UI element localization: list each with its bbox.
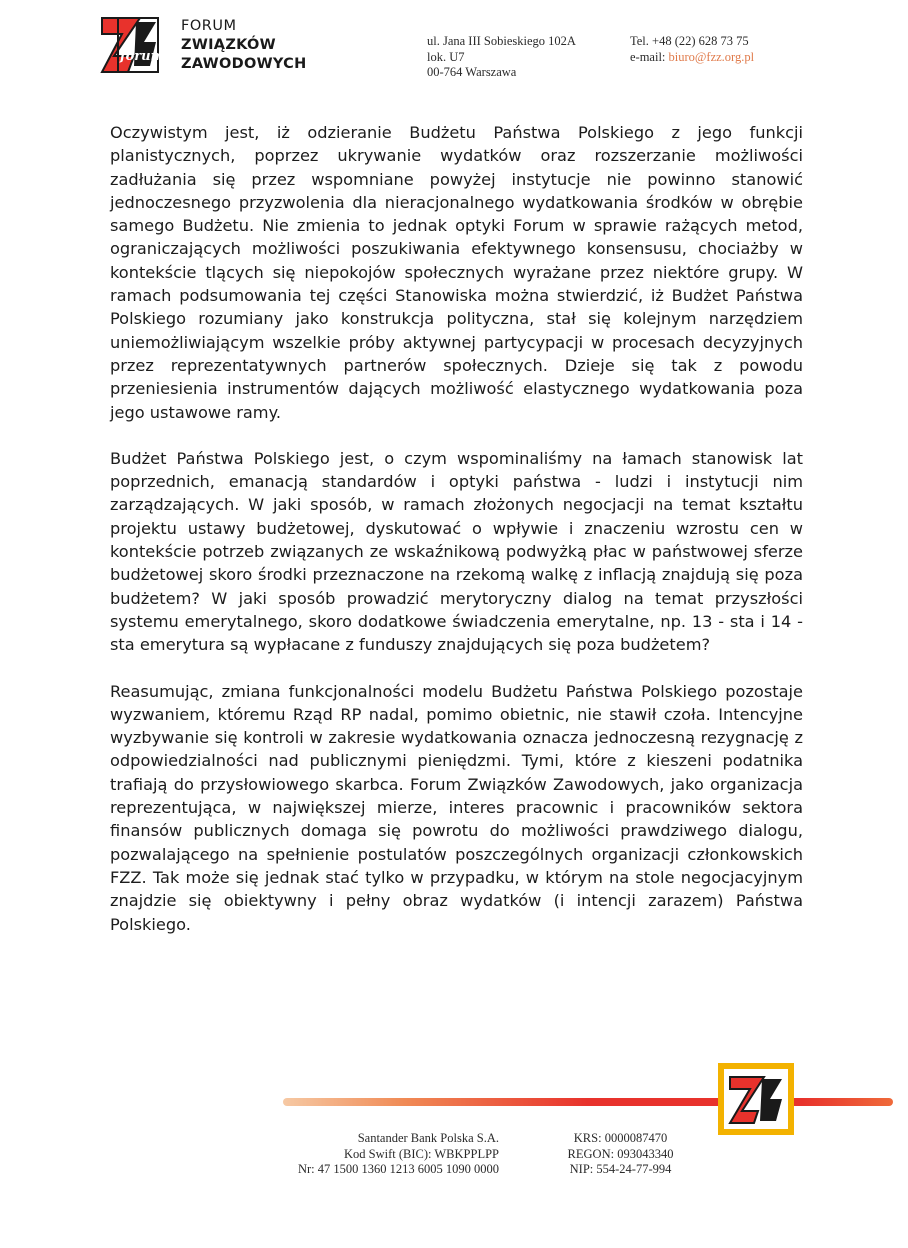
phone-number: Tel. +48 (22) 628 73 75: [630, 34, 749, 48]
bank-account: Nr: 47 1500 1360 1213 6005 1090 0000: [297, 1162, 499, 1176]
paragraph-3: Reasumując, zmiana funkcjonalności modelu Budżetu Państwa Polskiego pozostaje wyzwaniem, któremu Rząd RP nadal, pomimo obietnic, nie stawił czoła. Intencyjne wyzbywanie się kontroli w zakresie wydatkowania oznacza jednoczesną rezygnację z odpowiedzialności nad publicznymi pieniędzmi. Tymi, które z kieszeni podatnika trafiają do przysłowiowego skarbca. Forum Związków Zawodowych, jako organizacja reprezentująca, w największej mierze, interes pracownic i pracowników sektora finansów publicznych domaga się powrotu do możliwości prawdziwego dialogu, pozwalającego na spełnienie postulatów poszczególnych organizacji członkowskich FZZ. Tak może się jednak stać tylko w przypadku, w którym na stole negocjacyjnym znajdzie się obiektywny i pełny obraz wydatków (i intencji zarazem) Państwa Polskiego.: [110, 681, 803, 934]
footer-logo: [724, 1069, 788, 1129]
krs-number: KRS: 0000087470: [573, 1131, 668, 1145]
email-link[interactable]: biuro@fzz.org.pl: [668, 49, 755, 64]
address-city: 00-764 Warszawa: [427, 65, 517, 79]
bank-swift: Kod Swift (BIC): WBKPPLPP: [343, 1146, 499, 1161]
org-name-line-1: FORUM: [181, 18, 237, 34]
paragraph-2: Budżet Państwa Polskiego jest, o czym wspominaliśmy na łamach stanowisk lat poprzednich, emanacją standardów i optyki państwa - ludzi i instytucji nim zarządzających. W jaki sposób, w ramach złożonych negocjacji na temat kształtu projektu ustawy budżetowej, dyskutować o wpływie i znaczeniu wzrostu cen w kontekście potrzeb związanych ze wskaźnikową podwyżką płac w państwowej sferze budżetowej skoro środki przeznaczone na rzekomą walkę z inflacją znajdują się poza budżetem? W jaki sposób prowadzić merytoryczny dialog na temat przyszłości systemu emerytalnego, skoro dodatkowe świadczenia emerytalne, np. 13 - sta i 14 - sta emerytura są wypłacane z funduszy znajdujących się poza budżetem?: [110, 448, 803, 655]
bank-details: [262, 1131, 499, 1178]
fzz-logo: [100, 16, 160, 74]
address-block: [427, 34, 576, 81]
nip-number: NIP: 554-24-77-994: [569, 1162, 672, 1176]
email-line: [630, 50, 754, 66]
paragraph-1: Oczywistym jest, iż odzieranie Budżetu Państwa Polskiego z jego funkcji planistycznych, poprzez ukrywanie wydatków oraz rozszerzanie możliwości zadłużania się przez wspomniane powyżej instytucje nie powinno stanowić jednoczesnego przyzwolenia dla nieracjonalnego wydatkowania środków w obrębie samego Budżetu. Nie zmienia to jednak optyki Forum w sprawie rażących metod, ograniczających możliwości poszukiwania efektywnego konsensusu, chociażby w kontekście tlących się niepokojów społecznych wyrażane przez niektóre grupy. W ramach podsumowania tej części Stanowiska można stwierdzić, iż Budżet Państwa Polskiego rozumiany jako konstrukcja polityczna, stał się kolejnym narzędziem uniemożliwiającym wszelkie próby aktywnej partycypacji w procesach decyzyjnych przez reprezentatywnych partnerów społecznych. Dzieje się tak z powodu przeniesienia instrumentów dających możliwość elastycznego wydatkowania poza jego ustawowe ramy.: [110, 123, 803, 422]
regon-number: REGON: 093043340: [567, 1146, 674, 1161]
org-name: [181, 17, 307, 74]
org-name-line-3: ZAWODOWYCH: [181, 56, 307, 72]
footer-divider-bar: [283, 1098, 893, 1106]
contact-block: [630, 34, 754, 65]
email-label: e-mail:: [630, 49, 669, 64]
org-name-line-2: ZWIĄZKÓW: [181, 37, 276, 53]
document-body: [110, 121, 803, 959]
registry-ids: [548, 1131, 693, 1178]
logo-wordmark: forum: [120, 49, 160, 64]
address-street: ul. Jana III Sobieskiego 102A: [427, 34, 576, 48]
bank-name: Santander Bank Polska S.A.: [357, 1131, 499, 1145]
address-unit: lok. U7: [427, 49, 465, 64]
